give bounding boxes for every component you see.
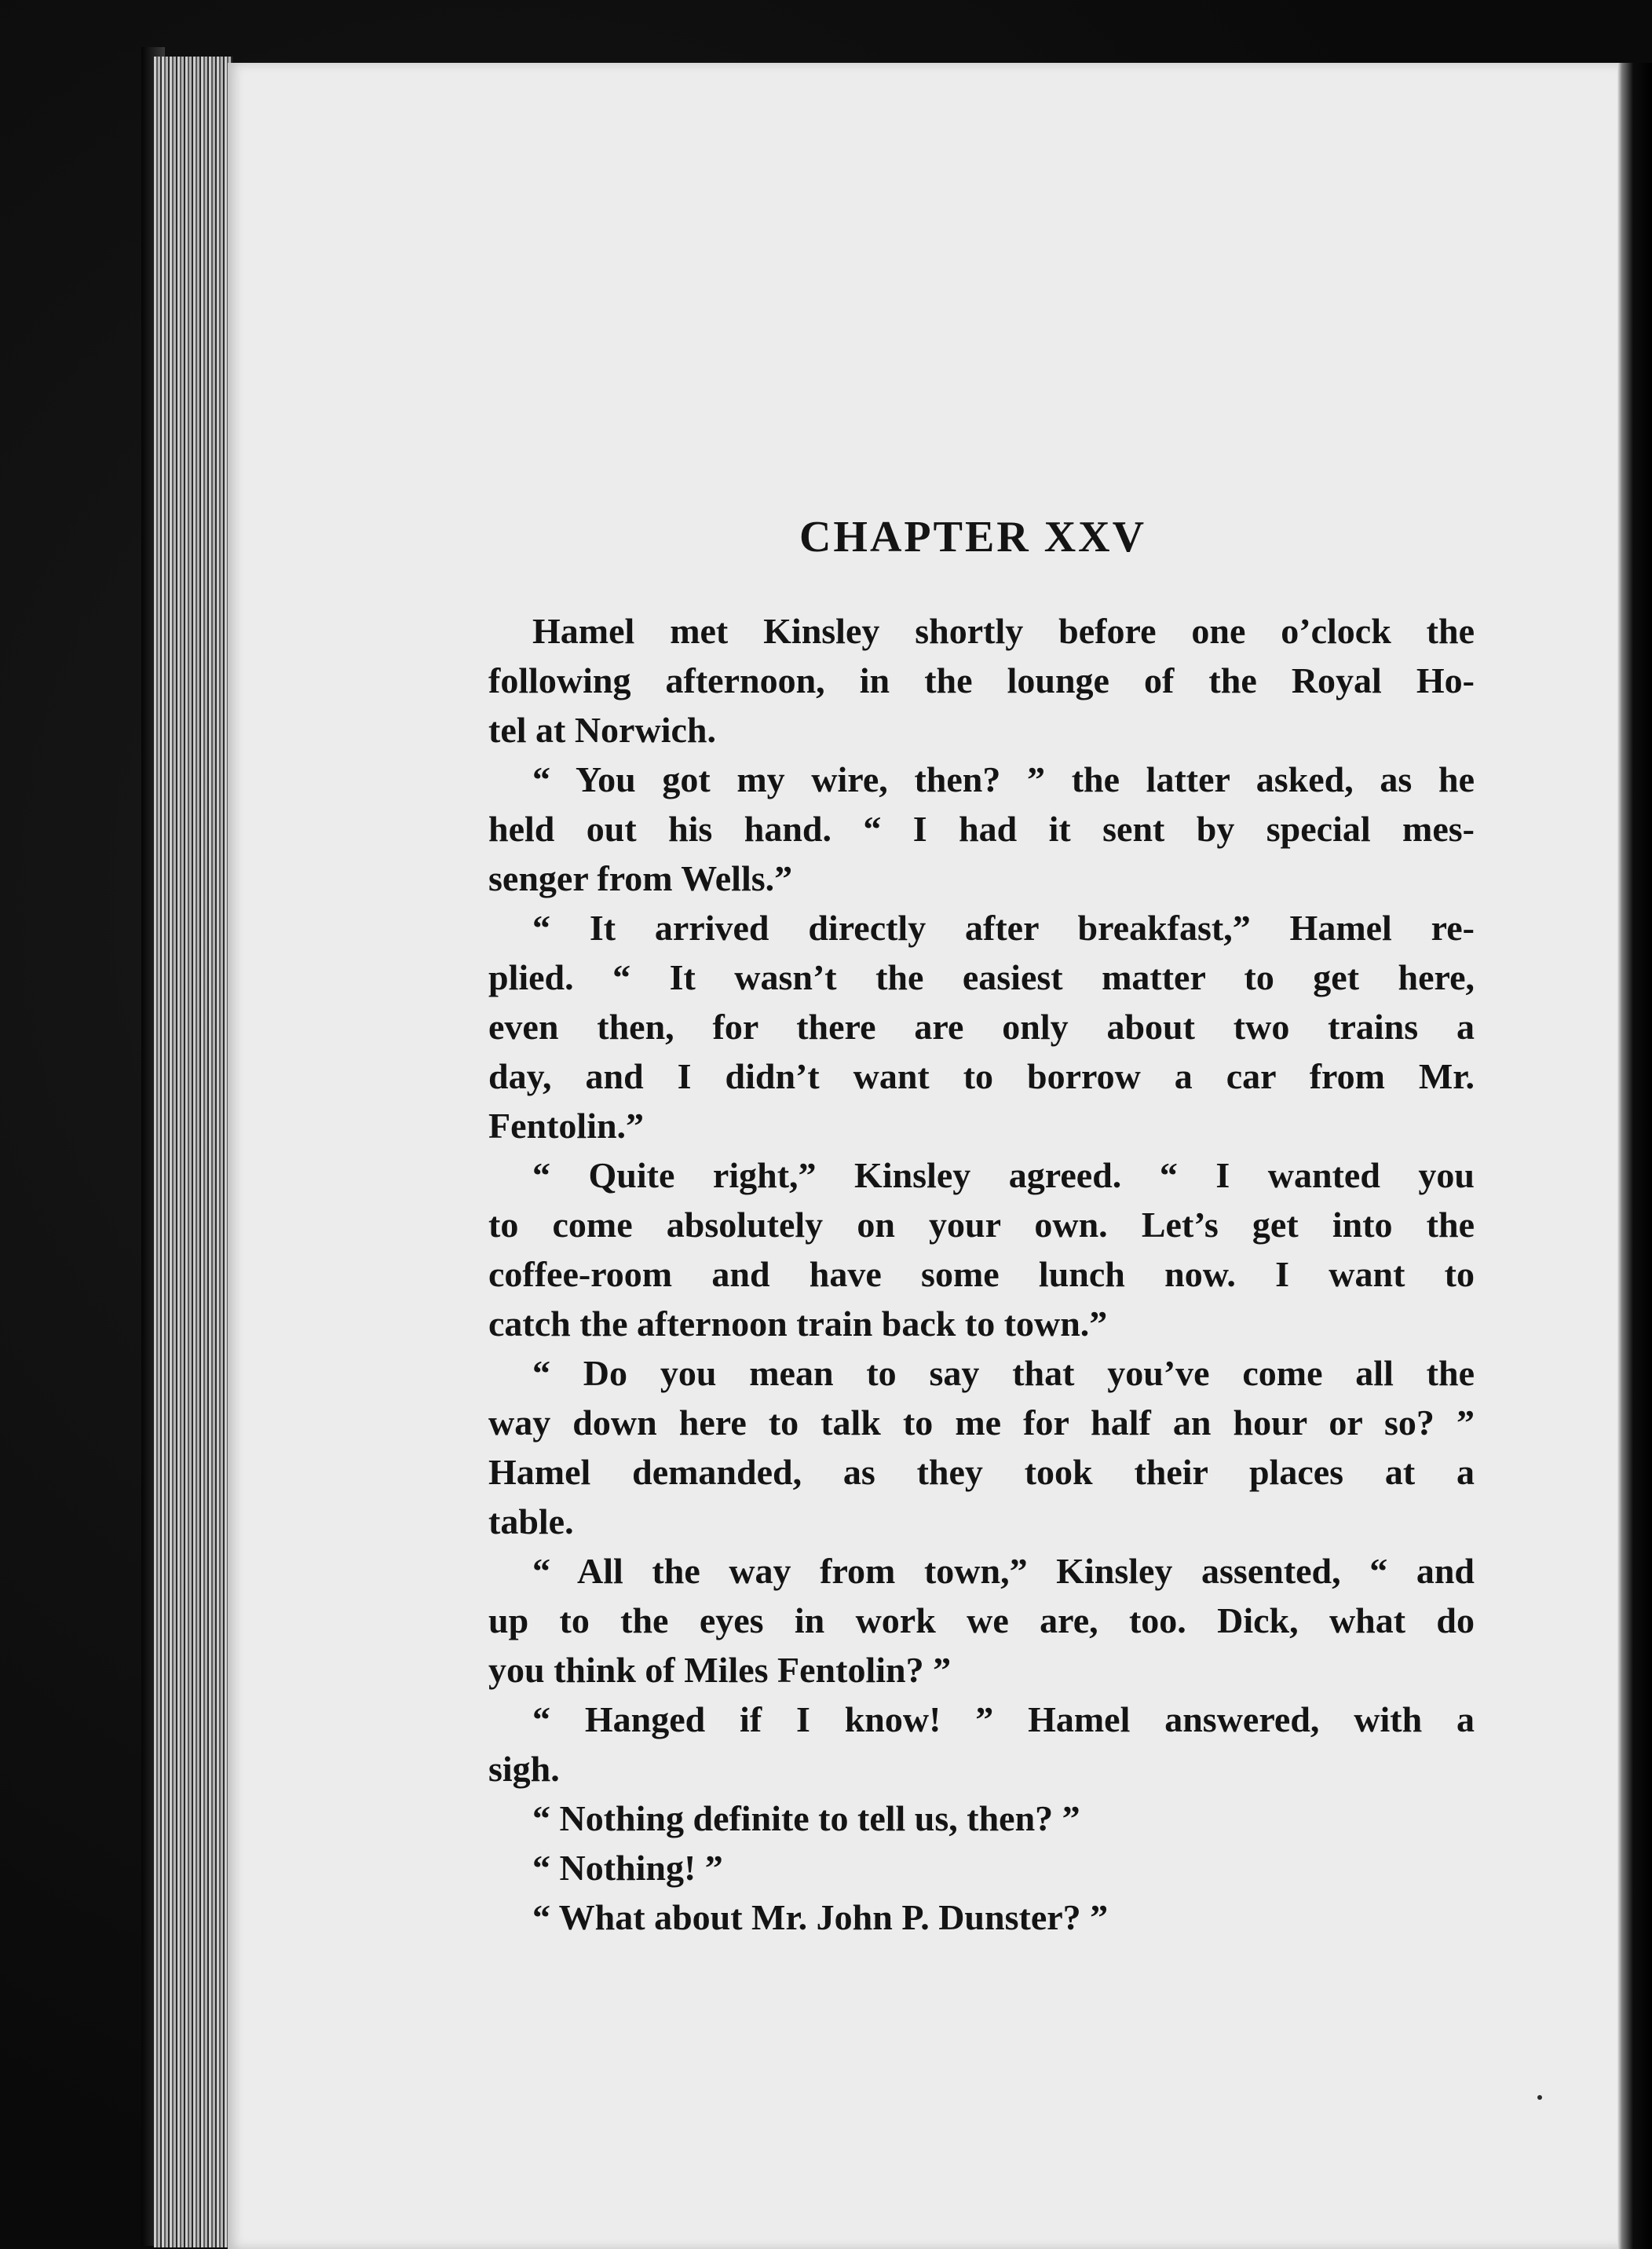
text-line: day, and I didn’t want to borrow a car from Mr. — [488, 1056, 1475, 1096]
text-line: “ Nothing! ” — [532, 1848, 723, 1888]
text-line: “ You got my wire, then? ” the latter asked, as he — [532, 759, 1475, 799]
text-line: sigh. — [488, 1749, 560, 1789]
scan-speck — [1537, 2095, 1542, 2100]
text-line: “ What about Mr. John P. Dunster? ” — [532, 1897, 1109, 1937]
text-line: Fentolin.” — [488, 1106, 645, 1146]
text-line: “ Do you mean to say that you’ve come all the — [532, 1353, 1475, 1393]
text-line: plied. “ It wasn’t the easiest matter to get here, — [488, 957, 1475, 997]
text-line: “ Nothing definite to tell us, then? ” — [532, 1798, 1080, 1838]
text-line: “ All the way from town,” Kinsley assented, “ and — [532, 1551, 1475, 1591]
text-line: “ It arrived directly after breakfast,” Hamel re- — [532, 908, 1475, 948]
text-line: coffee-room and have some lunch now. I want to — [488, 1254, 1475, 1294]
text-line: way down here to talk to me for half an hour or so? ” — [488, 1402, 1475, 1443]
text-line: “ Quite right,” Kinsley agreed. “ I wanted you — [532, 1155, 1475, 1195]
text-line: held out his hand. “ I had it sent by special mes- — [488, 809, 1475, 849]
text-line: you think of Miles Fentolin? ” — [488, 1650, 952, 1690]
text-line: up to the eyes in work we are, too. Dick, what do — [488, 1600, 1475, 1640]
text-line: following afternoon, in the lounge of the Royal Ho- — [488, 660, 1475, 700]
text-line: “ Hanged if I know! ” Hamel answered, with a — [532, 1699, 1475, 1739]
book-right-edge — [1617, 63, 1652, 2249]
text-line: Hamel demanded, as they took their places at a — [488, 1452, 1475, 1492]
book-page-edges — [154, 57, 232, 2247]
text-line: Hamel met Kinsley shortly before one o’clock the — [532, 611, 1475, 651]
text-line: tel at Norwich. — [488, 710, 716, 750]
chapter-body-text — [488, 606, 1475, 1942]
text-line: table. — [488, 1501, 574, 1541]
chapter-title: CHAPTER XXV — [799, 513, 1147, 561]
text-line: catch the afternoon train back to town.” — [488, 1304, 1108, 1344]
text-line: senger from Wells.” — [488, 858, 793, 898]
text-line: even then, for there are only about two trains a — [488, 1007, 1475, 1047]
text-line: to come absolutely on your own. Let’s get into the — [488, 1205, 1475, 1245]
